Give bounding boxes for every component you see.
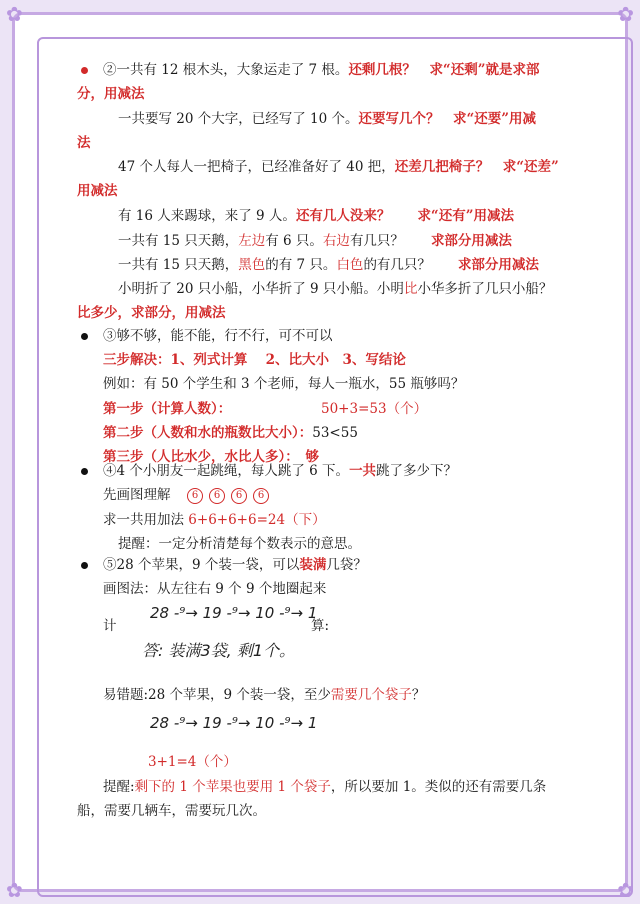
text-line: 法 xyxy=(77,135,91,151)
bullet-icon xyxy=(81,333,88,340)
bullet-icon xyxy=(81,562,88,569)
text-line: 47 个人每人一把椅子，已经准备好了 40 把，还差几把椅子？ 求“还差” xyxy=(118,159,559,175)
text-line: 船，需要几辆车，需要玩几次。 xyxy=(77,803,266,819)
text-line: 分，用减法 xyxy=(77,86,145,102)
text-line: 第二步（人数和水的瓶数比大小）：53<55 xyxy=(103,425,358,441)
text-line: ②一共有 12 根木头，大象运走了 7 根。还剩几根？ 求“还剩”就是求部 xyxy=(103,62,540,78)
text-line: 画图法：从左往右 9 个 9 个地圈起来 xyxy=(103,581,327,597)
circle-six: 6 xyxy=(209,488,225,504)
flower-icon: ✿ xyxy=(6,2,23,26)
handwritten-answer: 答: 装满3袋, 剩1个。 xyxy=(142,641,296,660)
text-line: 有 16 人来踢球，来了 9 人。还有几人没来？ 求“还有”用减法 xyxy=(118,208,514,224)
text-line: 一共有 15 只天鹅，左边有 6 只。右边有几只？ 求部分用减法 xyxy=(118,233,512,249)
flower-icon: ✿ xyxy=(617,878,634,902)
circle-six: 6 xyxy=(187,488,203,504)
text-line: 求一共用加法 6+6+6+6=24（下） xyxy=(103,512,326,528)
text-line: 提醒：一定分析清楚每个数表示的意思。 xyxy=(118,536,361,552)
flower-icon: ✿ xyxy=(617,2,634,26)
text-line: 三步解决：1、列式计算 2、比大小 3、写结论 xyxy=(103,352,406,368)
bullet-icon xyxy=(81,67,88,74)
section-title: ③够不够，能不能，行不行，可不可以 xyxy=(103,328,333,344)
bullet-icon xyxy=(81,468,88,475)
text-line: 提醒:剩下的 1 个苹果也要用 1 个袋子，所以要加 1。类似的还有需要几条 xyxy=(103,779,547,795)
section-title: ④4 个小朋友一起跳绳，每人跳了 6 下。一共跳了多少下？ xyxy=(103,463,458,479)
handwritten-calc: 28 -⁹→ 19 -⁹→ 10 -⁹→ 1 xyxy=(150,604,318,622)
circle-six: 6 xyxy=(253,488,269,504)
text-line: 一共有 15 只天鹅，黑色的有 7 只。白色的有几只？ 求部分用减法 xyxy=(118,257,539,273)
text-line: 例如：有 50 个学生和 3 个老师，每人一瓶水，55 瓶够吗？ xyxy=(103,376,465,392)
text-line: 计 xyxy=(103,618,117,634)
text-line: 先画图理解 6 6 6 6 xyxy=(103,485,272,505)
text-line: 3+1=4（个） xyxy=(148,754,237,770)
text-line: 小明折了 20 只小船，小华折了 9 只小船。小明比小华多折了几只小船？ xyxy=(118,281,553,297)
text-line: 一共要写 20 个大字，已经写了 10 个。还要写几个？ 求“还要”用减 xyxy=(118,111,537,127)
text-line: 算: xyxy=(311,618,330,634)
section-title: ⑤28 个苹果，9 个装一袋，可以装满几袋？ xyxy=(103,557,367,573)
text-line: 易错题:28 个苹果，9 个装一袋，至少需要几个袋子？ xyxy=(103,687,426,703)
handwritten-calc: 28 -⁹→ 19 -⁹→ 10 -⁹→ 1 xyxy=(150,714,318,732)
circle-six: 6 xyxy=(231,488,247,504)
text-line: 第三步（人比水少，水比人多）： 够 xyxy=(103,449,319,465)
text-line: 比多少，求部分，用减法 xyxy=(77,305,226,321)
text-line: 第一步（计算人数）： 50+3=53（个） xyxy=(103,401,428,417)
flower-icon: ✿ xyxy=(6,878,23,902)
text-line: 用减法 xyxy=(77,183,118,199)
